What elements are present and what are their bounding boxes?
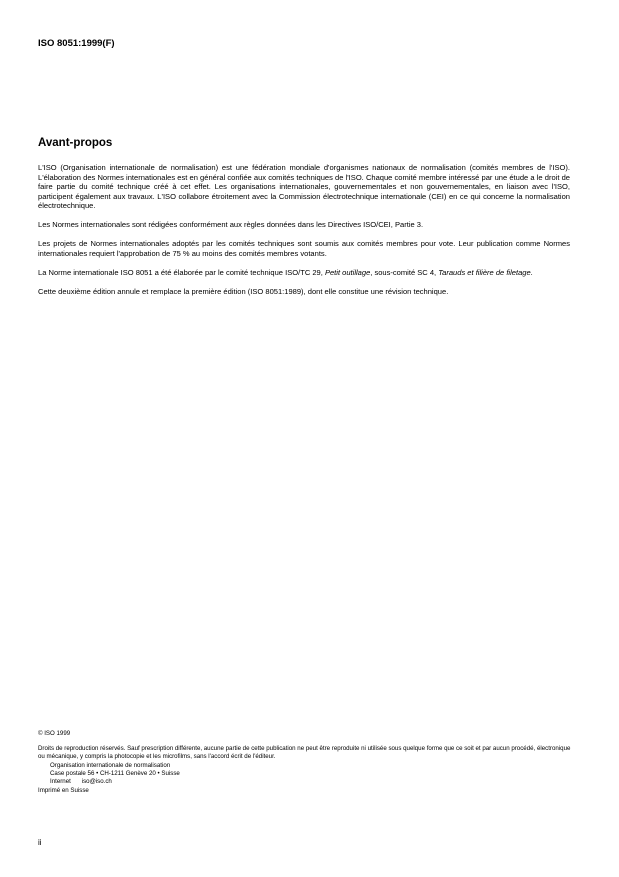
subcommittee-title: Tarauds et filière de filetage (438, 267, 531, 277)
paragraph-4 (38, 268, 570, 278)
printed-in: Imprimé en Suisse (38, 787, 89, 794)
document-id: ISO 8051:1999(F) (38, 38, 115, 49)
section-title: Avant-propos (38, 137, 113, 149)
paragraph-3: Les projets de Normes internationales adoptés par les comités techniques sont soumis aux comités membres pour vote. Leur publication comme Normes internationales requiert l'approbation de 75 % au moins des comités membres votants. (38, 239, 570, 258)
foreword-body (38, 163, 570, 306)
postal-address: Case postale 56 • CH-1211 Genève 20 • Suisse (50, 770, 180, 777)
paragraph-5: Cette deuxième édition annule et remplace la première édition (ISO 8051:1989), dont elle constitue une révision technique. (38, 286, 449, 296)
paragraph-2: Les Normes internationales sont rédigées conformément aux règles données dans les Directives ISO/CEI, Partie 3. (38, 220, 424, 230)
rights-notice: Droits de reproduction réservés. Sauf prescription différente, aucune partie de cette publication ne peut être reproduite ni utilisée sous quelque forme que ce soit et par aucun procédé, électronique ou mécanique, y compris la photocopie et les microfilms, sans l'accord écrit de l'éditeur. (38, 745, 571, 760)
internet-email: iso@iso.ch (81, 778, 112, 785)
paragraph-4-lead: La Norme internationale ISO 8051 a été élaborée par le comité technique ISO/TC 29, (38, 267, 325, 277)
copyright-line: © ISO 1999 (38, 730, 71, 737)
internet-label: Internet (50, 778, 71, 785)
publisher-address (38, 762, 578, 786)
copyright-footer (38, 730, 578, 795)
paragraph-4-mid: , sous-comité SC 4, (370, 267, 439, 277)
internet-line (50, 778, 578, 786)
org-name: Organisation internationale de normalisation (50, 762, 171, 769)
committee-title: Petit outillage (324, 267, 371, 277)
paragraph-4-end: . (530, 267, 533, 277)
paragraph-1: L'ISO (Organisation internationale de normalisation) est une fédération mondiale d'organismes nationaux de normalisation (comités membres de l'ISO). L'élaboration des Normes internationales est en général confiée aux comités techniques de l'ISO. Chaque comité membre intéressé par une étude a le droit de faire partie du comité technique créé à cet effet. Les organisations internationales, gouvernementales et non gouvernementales, en liaison avec l'ISO, participent également aux travaux. L'ISO collabore étroitement avec la Commission électrotechnique internationale (CEI) en ce qui concerne la normalisation électrotechnique. (38, 163, 570, 211)
page-number: ii (38, 838, 42, 847)
